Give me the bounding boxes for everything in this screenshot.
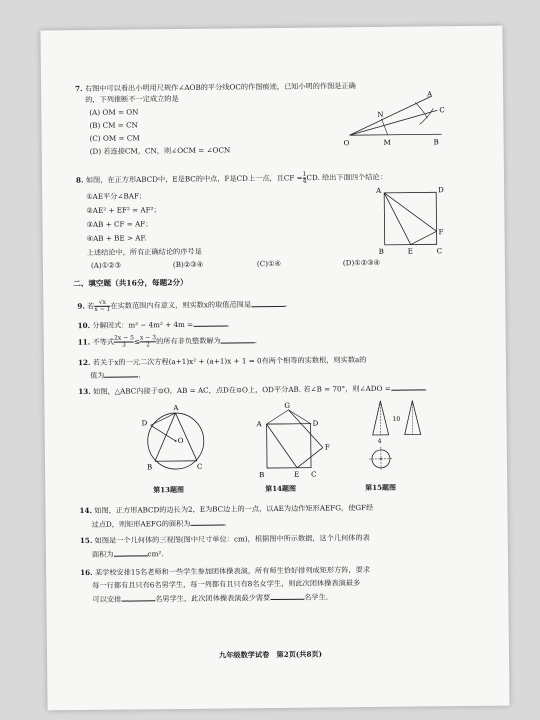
- fig13-caption: 第13题图: [153, 484, 185, 495]
- q14-answer-blank[interactable]: [190, 518, 224, 526]
- q8-figure: [372, 184, 453, 257]
- q11: 11. 不等式 $\frac{2x - 5}{3}$ ≤ $\frac{x - 3}{2}$ 的所有非负整数解为 .: [77, 334, 258, 349]
- q7-label-a: A: [427, 90, 433, 99]
- q15-line2: 面积为 cm².: [91, 549, 164, 559]
- fig14-label-a: A: [256, 420, 262, 429]
- q16-line1: 16. 某学校安排15名老师和一些学生参加团体操表演，所有师生恰好排列成矩形方阵，要求: [80, 565, 371, 578]
- q7-label-o: O: [343, 139, 350, 148]
- fig13-label-b: B: [146, 463, 153, 472]
- fig14-label-f: F: [324, 443, 330, 452]
- fig15: [362, 392, 443, 481]
- q16-answer-blank-1[interactable]: [121, 593, 155, 601]
- q8-option-b: (B)②③④: [172, 259, 204, 270]
- fig14-label-d: D: [312, 419, 319, 428]
- q8-conclusion-1: ①AE平分∠BAF；: [86, 191, 147, 201]
- q13-answer-blank[interactable]: [391, 382, 425, 390]
- fig14-label-c: C: [311, 470, 317, 479]
- q16-line2: 每一行都有且只有6名男学生，每一列都有且只有8名女学生，则此次团体操表演最多: [92, 578, 361, 590]
- q8-conclusion-2: ②AE² + EF² = AF²；: [86, 205, 161, 215]
- q11-answer-blank[interactable]: [221, 335, 255, 343]
- q8-label-a: A: [376, 186, 382, 195]
- q7-label-n: N: [377, 110, 384, 119]
- q14-line1: 14. 如图，正方形ABCD的边长为2，E为BC边上的一点，以AE为边作矩形AEFG，使GF经: [79, 502, 374, 516]
- q8-label-c: C: [436, 247, 443, 256]
- q8-fraction: $\frac{1}{4}$: [302, 170, 307, 185]
- fig14-label-b: B: [259, 471, 265, 480]
- q16-answer-blank-2[interactable]: [270, 592, 304, 600]
- q7-option-c: (C) OM = CM: [89, 133, 140, 143]
- fig13-label-d: D: [141, 419, 148, 428]
- q7-label-m: M: [383, 138, 391, 147]
- q16-line3: 可以安排 名男学生，此次团体操表演最少需要 名学生.: [92, 592, 329, 604]
- q7-label-b: B: [433, 138, 439, 147]
- q8-label-d: D: [438, 186, 444, 195]
- exam-page: [40, 26, 509, 711]
- q8-label-f: F: [438, 228, 444, 237]
- q8-conclusion-4: ④AB + BE > AF.: [86, 233, 147, 243]
- q8-option-a: (A)①②③: [90, 260, 122, 270]
- q7-option-d: (D) 若连接CM，CN，则∠OCM = ∠OCN: [89, 145, 231, 156]
- page-footer: 九年级数学试卷 第2页(共8页): [218, 649, 323, 660]
- q8-label-e: E: [407, 247, 413, 256]
- q13: 13. 如图，△ABC内接于⊙O，AB = AC，点D在⊙O上，OD平分AB. 若∠B = 70°，则∠ADO = .: [78, 383, 428, 397]
- q8-prompt: 上述结论中，所有正确结论的序号是: [86, 246, 202, 257]
- q8-option-c: (C)①④: [256, 258, 281, 269]
- fig13: [130, 401, 221, 480]
- q7-label-c: C: [439, 106, 445, 115]
- q10-answer-blank[interactable]: [193, 318, 227, 326]
- section2-title: 二、填空题（共16分，每题2分）: [73, 277, 188, 289]
- fig14-label-g: G: [284, 401, 291, 410]
- fig15-dim-height: 10: [392, 415, 401, 423]
- fig13-label-c: C: [196, 462, 203, 471]
- fig15-caption: 第15题图: [365, 482, 397, 493]
- q12-answer-blank[interactable]: [104, 369, 138, 377]
- q8-conclusion-3: ③AB + CF = AF；: [86, 219, 153, 229]
- fig14-caption: 第14题图: [265, 483, 297, 494]
- q7-option-b: (B) CM = CN: [89, 120, 138, 130]
- q15-answer-blank[interactable]: [113, 548, 147, 556]
- q8-label-b: B: [378, 247, 384, 256]
- q7-stem-line2: 的，下列推断不一定成立的是: [85, 93, 179, 104]
- q12-line2: 值为 .: [90, 370, 141, 380]
- q9-answer-blank[interactable]: [251, 298, 285, 306]
- q14-line2: 过点D，则矩形AEFG的面积为 .: [91, 518, 227, 529]
- q7-figure: [341, 88, 452, 149]
- q9: 9. 若 $\frac{√x}{x - 1}$ 在实数范围内有意义，则实数x的取值范围是 .: [77, 298, 288, 313]
- q15-line1: 15. 如图是一个几何体的三视图(图中尺寸单位：cm)，根据图中所示数据，这个几何体的表: [79, 533, 370, 546]
- q12-line1: 12. 若关于x的一元二次方程(a+1)x² + (a+1)x + 1 = 0有两个相等的实数根，则实数a的: [77, 355, 367, 368]
- q8-option-d: (D)①②③④: [342, 257, 381, 268]
- q10: 10. 分解因式：m³ − 4m² + 4m = .: [77, 319, 230, 331]
- fig15-dim-base: 4: [377, 437, 382, 445]
- fig13-label-a: A: [173, 404, 179, 413]
- q7-option-a: (A) OM = ON: [89, 107, 139, 117]
- fig14-label-e: E: [294, 470, 300, 479]
- fig14: [244, 399, 335, 480]
- q7-stem-line1: 7. 右图中可以看出小明用尺规作∠AOB的平分线OC的作图痕迹，已知小明的作图是正确: [75, 81, 356, 94]
- fig13-label-o: O: [177, 436, 184, 446]
- q8-stem: 8. 如图，在正方形ABCD中，E是BC的中点，F是CD上一点，且CF = $\frac{1}{4}$ CD. 给出下面四个结论：: [75, 170, 387, 185]
